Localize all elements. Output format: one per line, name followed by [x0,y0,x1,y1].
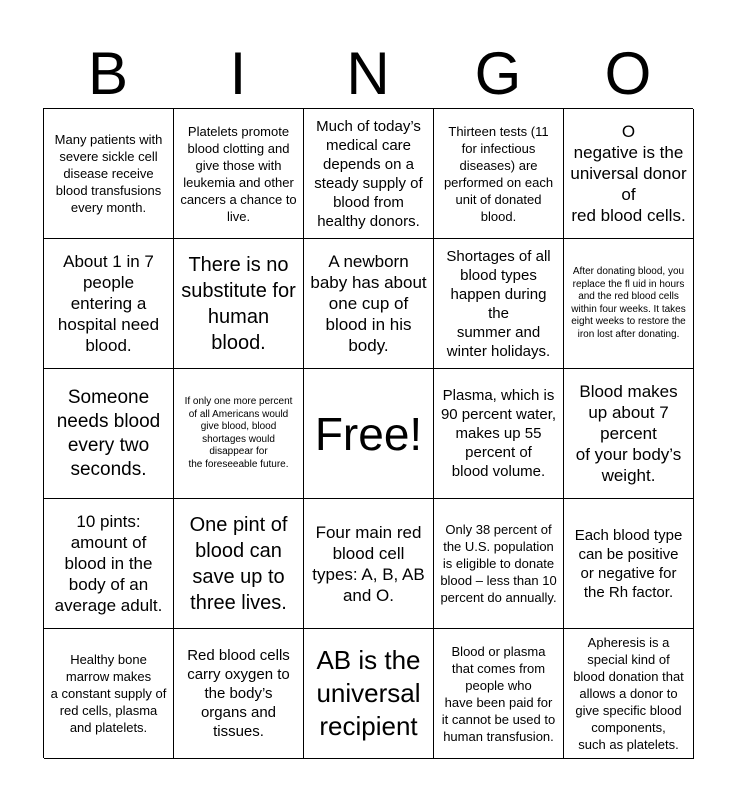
cell-text: Thirteen tests (11 for infectious diseases) are performed on each unit of donated blood. [443,123,554,224]
free-space-text: Free! [314,407,423,460]
bingo-cell[interactable] [44,109,174,239]
bingo-cell[interactable] [434,369,564,499]
bingo-cell[interactable] [44,629,174,759]
bingo-cell[interactable] [564,369,694,499]
cell-text: Healthy bone marrow makes a constant supply of red cells, plasma and platelets. [50,652,167,735]
cell-text: Four main red blood cell types: A, B, AB and O. [312,522,425,605]
cell-text: Only 38 percent of the U.S. population is eligible to donate blood – less than 10 percent do annually. [440,522,557,605]
bingo-cell[interactable] [564,109,694,239]
cell-text: AB is the universal recipient [316,645,421,741]
bingo-cell[interactable] [174,629,304,759]
cell-text: Many patients with severe sickle cell disease receive blood transfusions every month. [54,132,163,215]
cell-text: One pint of blood can save up to three lives. [189,513,288,614]
header-letter-b: B [87,40,129,107]
bingo-cell[interactable] [304,499,434,629]
cell-text: Platelets promote blood clotting and give those with leukemia and other cancers a chance to live. [180,123,297,224]
bingo-cell[interactable] [304,629,434,759]
header-letter-n: N [346,40,390,107]
header-letter-g: G [474,40,522,107]
cell-text: O negative is the universal donor of red blood cells. [570,122,687,225]
bingo-cell[interactable] [44,369,174,499]
cell-text: A newborn baby has about one cup of blood in his body. [310,252,427,355]
header-letter-i: I [229,40,247,107]
bingo-card-grid [43,108,693,758]
cell-text: Apheresis is a special kind of blood donation that allows a donor to give specific blood components, such as platelets. [573,635,684,752]
bingo-cell[interactable] [304,109,434,239]
bingo-cell[interactable] [434,499,564,629]
cell-text: Much of today’s medical care depends on a steady supply of blood from healthy donors. [314,117,423,230]
bingo-cell[interactable] [564,629,694,759]
cell-text: Plasma, which is 90 percent water, makes up 55 percent of blood volume. [440,387,557,480]
bingo-cell[interactable] [174,369,304,499]
bingo-cell[interactable] [434,239,564,369]
bingo-cell[interactable] [564,239,694,369]
cell-text: After donating blood, you replace the fl uid in hours and the red blood cells within four weeks. It takes eight weeks to restore the iron lost after donating. [571,266,686,340]
cell-text: If only one more percent of all Americans would give blood, blood shortages would disappear for the foreseeable future. [184,396,293,470]
cell-text: Shortages of all blood types happen during the summer and winter holidays. [446,247,551,360]
cell-text: 10 pints: amount of blood in the body of an average adult. [54,512,163,615]
cell-text: About 1 in 7 people entering a hospital need blood. [57,252,160,355]
bingo-cell[interactable] [304,239,434,369]
free-space-cell[interactable] [304,369,434,499]
bingo-cell[interactable] [44,499,174,629]
header-letter-o: O [604,40,652,107]
cell-text: Blood or plasma that comes from people who have been paid for it cannot be used to human transfusion. [441,643,556,744]
bingo-cell[interactable] [434,629,564,759]
cell-text: Someone needs blood every two seconds. [56,386,161,480]
bingo-cell[interactable] [174,499,304,629]
bingo-cell[interactable] [174,109,304,239]
cell-text: Each blood type can be positive or negative for the Rh factor. [574,526,683,601]
bingo-cell[interactable] [174,239,304,369]
cell-text: Blood makes up about 7 percent of your body’s weight. [575,382,682,485]
bingo-header [43,40,693,108]
cell-text: Red blood cells carry oxygen to the body’s organs and tissues. [187,647,290,740]
bingo-cell[interactable] [44,239,174,369]
bingo-cell[interactable] [564,499,694,629]
cell-text: There is no substitute for human blood. [181,253,296,354]
bingo-cell[interactable] [434,109,564,239]
